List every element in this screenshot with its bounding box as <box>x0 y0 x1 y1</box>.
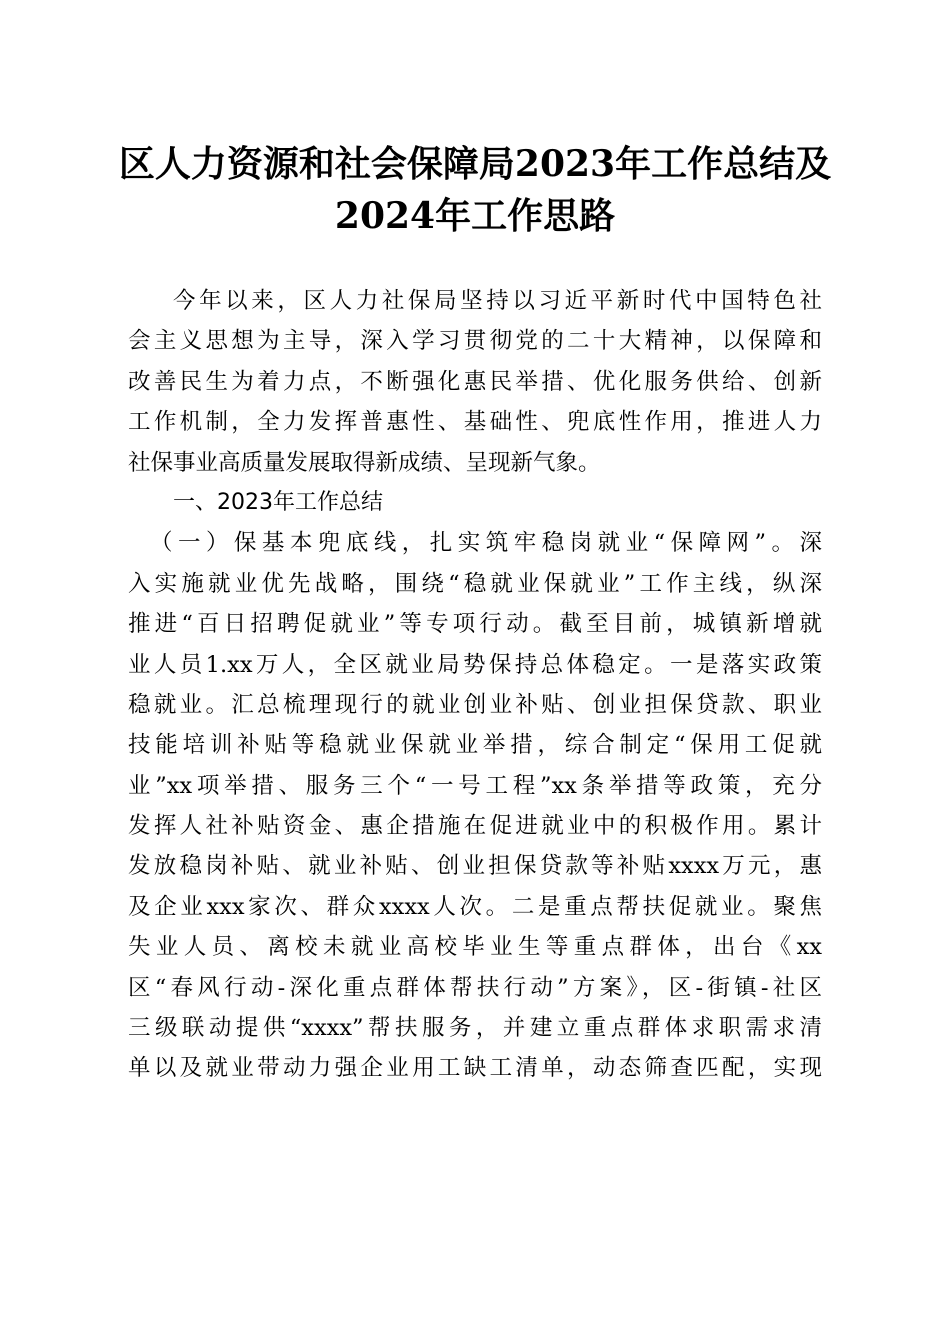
paragraph-line: 会主义思想为主导，深入学习贯彻党的二十大精神，以保障和 <box>128 328 822 355</box>
paragraph-line: 单以及就业带动力强企业用工缺工清单，动态筛查匹配，实现 <box>128 1055 822 1082</box>
paragraph-line: 推进“百日招聘促就业”等专项行动。截至目前，城镇新增就 <box>128 611 822 638</box>
paragraph-line: 业人员1.xx万人，全区就业局势保持总体稳定。一是落实政策 <box>128 651 822 678</box>
paragraph-line: 技能培训补贴等稳就业保就业举措，综合制定“保用工促就 <box>128 732 822 759</box>
document-body <box>128 281 822 1089</box>
paragraph-line: 及企业xxx家次、群众xxxx人次。二是重点帮扶促就业。聚焦 <box>128 893 822 920</box>
paragraph-line: 改善民生为着力点，不断强化惠民举措、优化服务供给、创新 <box>128 368 822 395</box>
title-line-1: 区人力资源和社会保障局2023年工作总结及 <box>118 143 832 185</box>
paragraph-line: 社保事业高质量发展取得新成绩、呈现新气象。 <box>128 449 601 476</box>
paragraph-line: 工作机制，全力发挥普惠性、基础性、兜底性作用，推进人力 <box>128 409 822 436</box>
paragraph-line: 业”xx项举措、服务三个“一号工程”xx条举措等政策，充分 <box>128 772 822 799</box>
paragraph-line: 稳就业。汇总梳理现行的就业创业补贴、创业担保贷款、职业 <box>128 691 822 718</box>
paragraph-line: （一）保基本兜底线，扎实筑牢稳岗就业“保障网”。深 <box>150 530 822 557</box>
paragraph-line: 三级联动提供“xxxx”帮扶服务，并建立重点群体求职需求清 <box>128 1015 822 1042</box>
section-heading: 一、2023年工作总结 <box>173 489 383 515</box>
paragraph-line: 区“春风行动-深化重点群体帮扶行动”方案》，区-街镇-社区 <box>128 974 822 1001</box>
paragraph-line: 发放稳岗补贴、就业补贴、创业担保贷款等补贴xxxx万元，惠 <box>128 853 822 880</box>
title-line-2: 2024年工作思路 <box>334 195 616 237</box>
paragraph-line: 今年以来，区人力社保局坚持以习近平新时代中国特色社 <box>173 288 822 314</box>
document-title <box>95 138 855 242</box>
paragraph-line: 失业人员、离校未就业高校毕业生等重点群体，出台《xx <box>128 934 822 961</box>
paragraph-line: 入实施就业优先战略，围绕“稳就业保就业”工作主线，纵深 <box>128 570 822 597</box>
paragraph-line: 发挥人社补贴资金、惠企措施在促进就业中的积极作用。累计 <box>128 813 822 840</box>
